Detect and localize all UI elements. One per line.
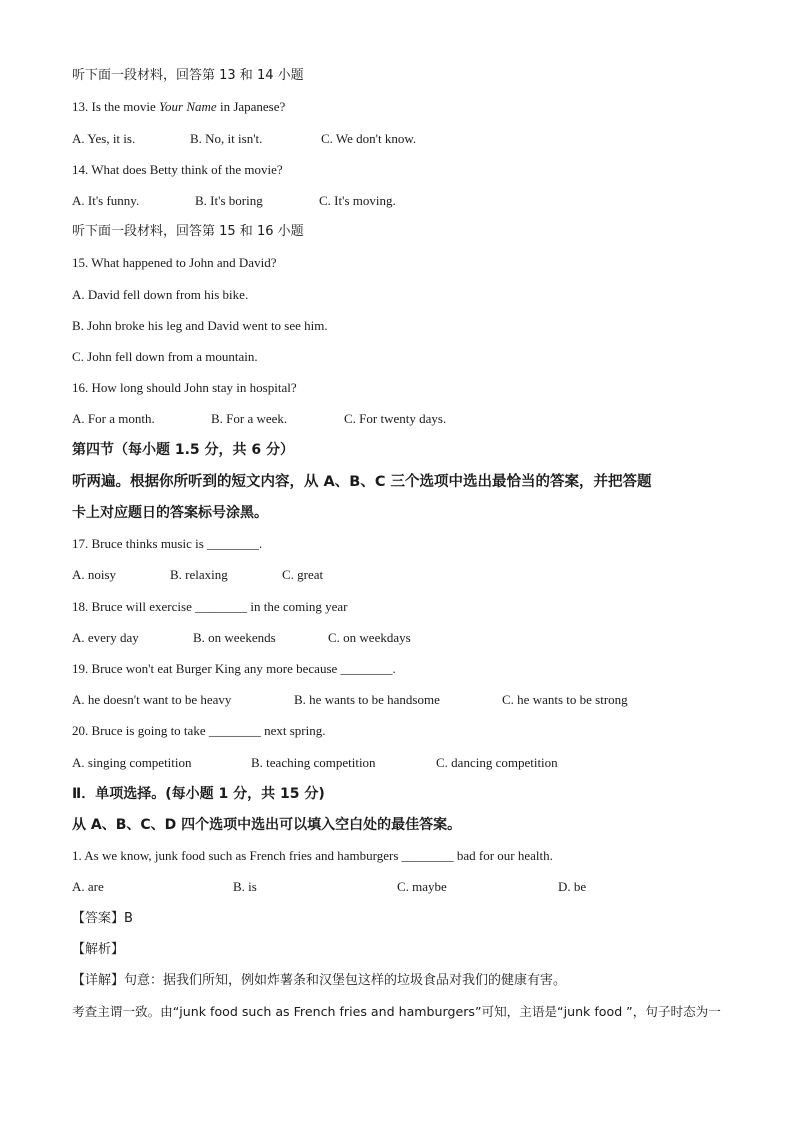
question-17: 17. Bruce thinks music is ________.: [72, 536, 263, 551]
question-1: 1. As we know, junk food such as French fries and hamburgers ________ bad for our health.: [72, 848, 553, 863]
q14-option-a: A. It's funny.: [72, 193, 140, 208]
q1-option-c: C. maybe: [397, 879, 447, 894]
q19-option-c: C. he wants to be strong: [502, 692, 628, 707]
q1-option-a: A. are: [72, 879, 104, 894]
analysis-explanation: 考查主谓一致。由“junk food such as French fries and hamburgers”可知，主语是“junk food ”，句子时态为一: [72, 1004, 721, 1019]
q19-option-a: A. he doesn't want to be heavy: [72, 692, 232, 707]
question-16: 16. How long should John stay in hospital?: [72, 380, 297, 395]
analysis-detail: 【详解】句意：据我们所知，例如炸薯条和汉堡包这样的垃圾食品对我们的健康有害。: [72, 973, 567, 988]
q14-option-c: C. It's moving.: [319, 193, 396, 208]
question-18: 18. Bruce will exercise ________ in the coming year: [72, 599, 348, 614]
q14-option-b: B. It's boring: [195, 193, 263, 208]
q15-option-b: B. John broke his leg and David went to see him.: [72, 318, 328, 333]
question-13: [72, 98, 285, 116]
q13-option-b: B. No, it isn't.: [190, 131, 263, 146]
q16-option-c: C. For twenty days.: [344, 411, 447, 426]
q1-option-b: B. is: [233, 879, 257, 894]
q18-option-c: C. on weekdays: [328, 630, 411, 645]
question-15: 15. What happened to John and David?: [72, 255, 277, 270]
q18-option-a: A. every day: [72, 630, 139, 645]
q20-option-a: A. singing competition: [72, 755, 192, 770]
q15-option-c: C. John fell down from a mountain.: [72, 349, 258, 364]
part4-instruction-line2: 卡上对应题日的答案标号涂黑。: [72, 505, 268, 521]
q17-option-b: B. relaxing: [170, 567, 228, 582]
question-13-movie-title: Your Name: [159, 99, 217, 114]
q15-option-a: A. David fell down from his bike.: [72, 287, 249, 302]
question-13-post: in Japanese?: [216, 99, 286, 114]
question-14: 14. What does Betty think of the movie?: [72, 162, 283, 177]
question-19: 19. Bruce won't eat Burger King any more because ________.: [72, 661, 396, 676]
section-intro-15-16: 听下面一段材料，回答第 15 和 16 小题: [72, 224, 304, 239]
q20-option-b: B. teaching competition: [251, 755, 376, 770]
q17-option-a: A. noisy: [72, 567, 117, 582]
q18-option-b: B. on weekends: [193, 630, 276, 645]
q16-option-a: A. For a month.: [72, 411, 155, 426]
q19-option-b: B. he wants to be handsome: [294, 692, 440, 707]
q17-option-c: C. great: [282, 567, 324, 582]
q20-option-c: C. dancing competition: [436, 755, 558, 770]
part2-instruction: 从 A、B、C、D 四个选项中选出可以填入空白处的最佳答案。: [72, 817, 462, 833]
q16-option-b: B. For a week.: [211, 411, 288, 426]
part4-heading: 第四节（每小题 1.5 分，共 6 分）: [72, 442, 295, 458]
section-intro-13-14: 听下面一段材料，回答第 13 和 14 小题: [72, 68, 304, 83]
q1-option-d: D. be: [558, 879, 587, 894]
part4-instruction-line1: 听两遍。根据你所听到的短文内容，从 A、B、C 三个选项中选出最恰当的答案，并把答题: [72, 474, 652, 490]
question-13-pre: 13. Is the movie: [72, 99, 160, 114]
answer-label: 【答案】B: [72, 911, 133, 926]
analysis-label: 【解析】: [72, 942, 125, 957]
q13-option-a: A. Yes, it is.: [72, 131, 136, 146]
question-20: 20. Bruce is going to take ________ next spring.: [72, 723, 326, 738]
part2-heading: Ⅱ．单项选择。(每小题 1 分，共 15 分): [72, 786, 325, 802]
q13-option-c: C. We don't know.: [321, 131, 417, 146]
